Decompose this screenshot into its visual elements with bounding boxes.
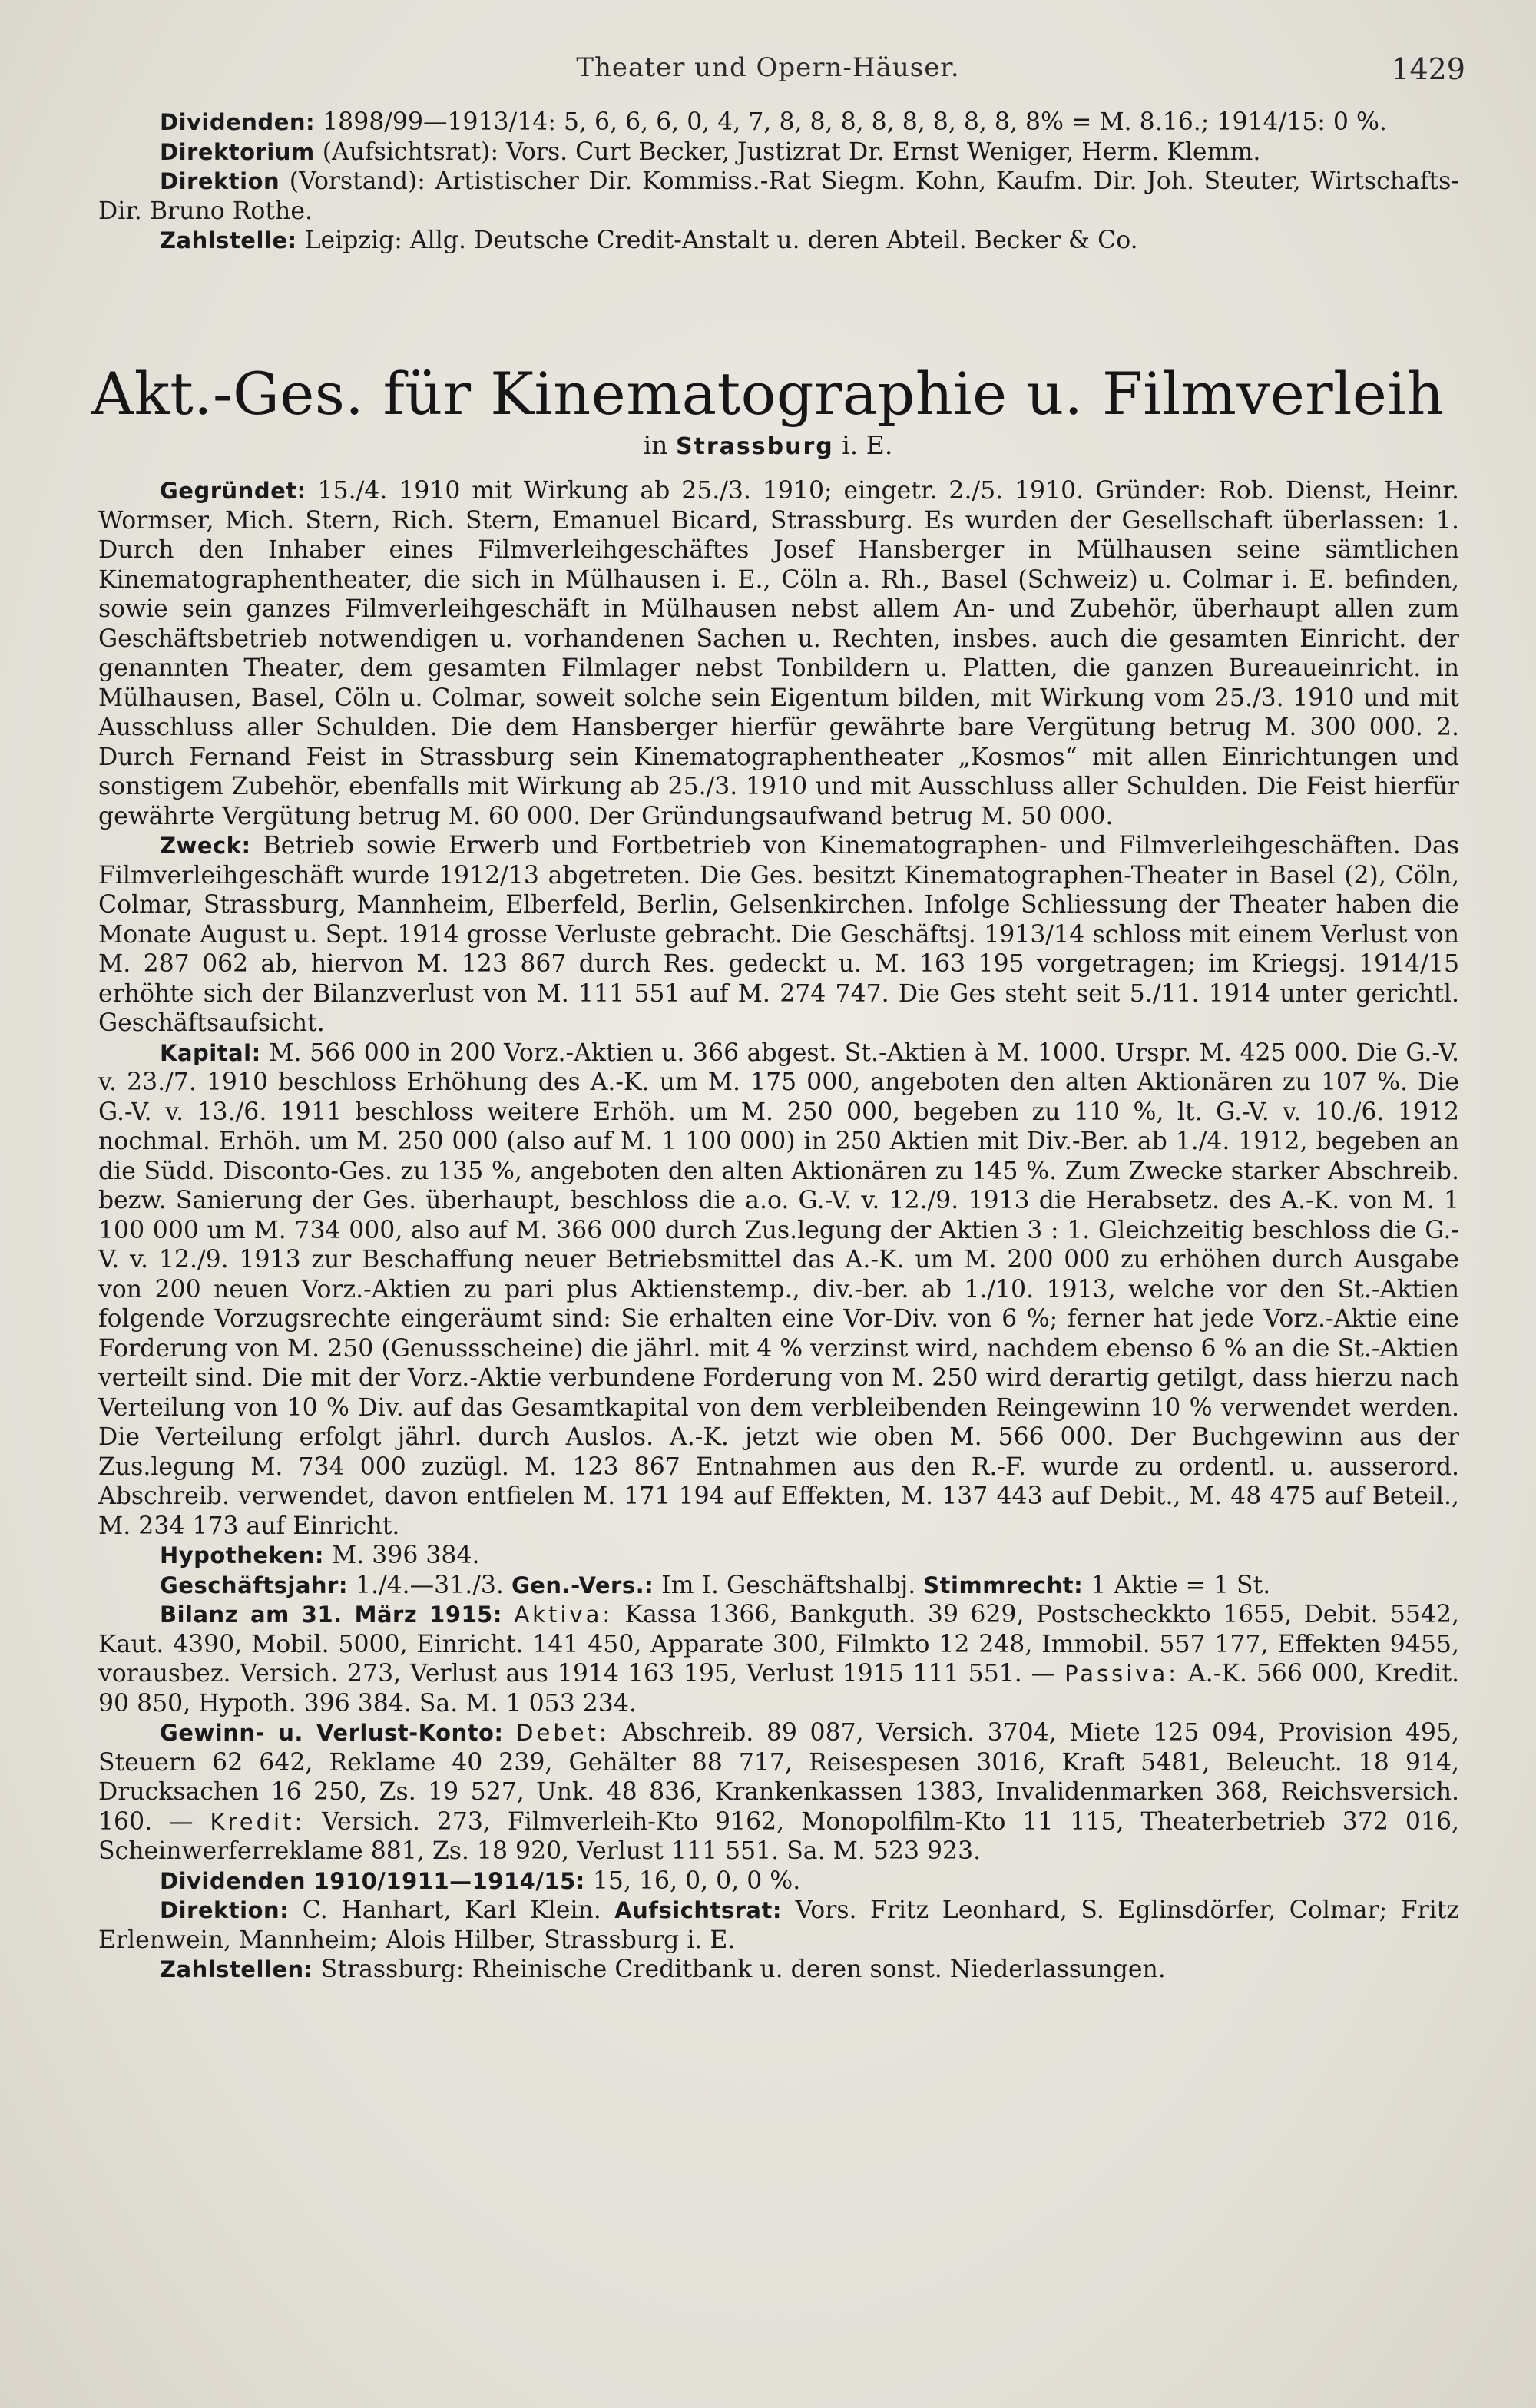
company-location: in Strassburg i. E. bbox=[643, 430, 893, 460]
prev-direktion: Direktion (Vorstand): Artistischer Dir. Kommiss.-Rat Siegm. Kohn, Kaufm. Dir. Joh. Steuter, Wirtschafts-Dir. Bruno Rothe. bbox=[98, 167, 1459, 225]
zweck-paragraph: Zweck: Betrieb sowie Erwerb und Fortbetrieb von Kinematographen- und Filmverleihgeschäften. Das Filmverleihgeschäft wurde 1912/13 abgetreten. Die Ges. besitzt Kinematographen-Theater in Basel (2), Cöln, Colmar, Strassburg, Mannheim, Elberfeld, Berlin, Gelsenkirchen. Infolge Schliessung der Theater haben die Monate August u. Sept. 1914 grosse Verluste gebracht. Die Geschäftsj. 1913/14 schloss mit einem Verlust von M. 287 062 ab, hiervon M. 123 867 durch Res. gedeckt u. M. 163 195 vorgetragen; im Kriegsj. 1914/15 erhöhte sich der Bilanzverlust von M. 111 551 auf M. 274 747. Die Ges steht seit 5./11. 1914 unter gerichtl. Geschäftsaufsicht. bbox=[98, 832, 1460, 1037]
hypotheken-paragraph: Hypotheken: M. 396 384. bbox=[160, 1542, 480, 1569]
prev-zahlstelle: Zahlstelle: Leipzig: Allg. Deutsche Credit-Anstalt u. deren Abteil. Becker & Co. bbox=[160, 227, 1138, 254]
company-entry bbox=[98, 476, 1459, 1985]
dividenden-paragraph: Dividenden 1910/1911—1914/15: 15, 16, 0, 0, 0 %. bbox=[160, 1866, 801, 1895]
company-heading: Akt.-Ges. für Kinematographie u. Filmverleih bbox=[91, 359, 1445, 428]
prev-direktorium: Direktorium (Aufsichtsrat): Vors. Curt Becker, Justizrat Dr. Ernst Weniger, Herm. Klemm. bbox=[160, 137, 1261, 166]
running-title: Theater und Opern-Häuser. bbox=[576, 52, 960, 83]
kapital-paragraph: Kapital: M. 566 000 in 200 Vorz.-Aktien u. 366 abgest. St.-Aktien à M. 1000. Urspr. M. 425 000. Die G.-V. v. 23./7. 1910 beschloss Erhöhung des A.-K. um M. 175 000, angeboten den alten Aktionären zu 107 %. Die G.-V. v. 13./6. 1911 beschloss weitere Erhöh. um M. 250 000, begeben zu 110 %, lt. G.-V. v. 10./6. 1912 nochmal. Erhöh. um M. 250 000 (also auf M. 1 100 000) in 250 Aktien mit Div.-Ber. ab 1./4. 1912, begeben an die Südd. Disconto-Ges. zu 135 %, angeboten den alten Aktionären zu 145 %. Zum Zwecke starker Abschreib. bezw. Sanierung der Ges. überhaupt, beschloss die a.o. G.-V. v. 12./9. 1913 die Herabsetz. des A.-K. von M. 1 100 000 um M. 734 000, also auf M. 366 000 durch Zus.legung der Aktien 3 : 1. Gleichzeitig beschloss die G.-V. v. 12./9. 1913 zur Beschaffung neuer Betriebsmittel das A.-K. um M. 200 000 zu erhöhen durch Ausgabe von 200 neuen Vorz.-Aktien zu pari plus Aktienstemp., div.-ber. ab 1./10. 1913, welche vor den St.-Aktien folgende Vorzugsrechte eingeräumt sind: Sie erhalten eine Vor-Div. von 6 %; ferner hat jede Vorz.-Aktie eine Forderung von M. 250 (Genussscheine) die jährl. mit 4 % verzinst wird, nachdem ebenso 6 % an die St.-Aktien verteilt sind. Die mit der Vorz.-Aktie verbundene Forderung von M. 250 wird derartig getilgt, dass hierzu nach Verteilung von 10 % Div. auf das Gesamtkapital von dem verbleibenden Reingewinn 10 % verwendet werden. Die Verteilung erfolgt jährl. durch Auslos. A.-K. jetzt wie oben M. 566 000. Der Buchgewinn aus der Zus.legung M. 734 000 zuzügl. M. 123 867 Entnahmen aus den R.-F. wurde zu ordentl. u. ausserord. Abschreib. verwendet, davon entfielen M. 171 194 auf Effekten, M. 137 443 auf Debit., M. 48 475 auf Beteil., M. 234 173 auf Einricht. bbox=[98, 1038, 1459, 1540]
previous-entry bbox=[98, 108, 1459, 256]
gegruendet-paragraph: Gegründet: 15./4. 1910 mit Wirkung ab 25./3. 1910; eingetr. 2./5. 1910. Gründer: Rob. Dienst, Heinr. Wormser, Mich. Stern, Rich. Stern, Emanuel Bicard, Strassburg. Es wurden der Gesellschaft überlassen: 1. Durch den Inhaber eines Filmverleihgeschäftes Josef Hansberger in Mülhausen seine sämtlichen Kinematographentheater, die sich in Mülhausen i. E., Cöln a. Rh., Basel (Schweiz) u. Colmar i. E. befinden, sowie sein ganzes Filmverleihgeschäft in Mülhausen nebst allem An- und Zubehör, überhaupt allen zum Geschäftsbetrieb notwendigen u. vorhandenen Sachen u. Rechten, insbes. auch die gesamten Einricht. der genannten Theater, dem gesamten Filmlager nebst Tonbildern u. Platten, die ganzen Bureaueinricht. in Mülhausen, Basel, Cöln u. Colmar, soweit solche sein Eigentum bilden, mit Wirkung vom 25./3. 1910 und mit Ausschluss aller Schulden. Die dem Hansberger hierfür gewährte bare Vergütung betrug M. 300 000. 2. Durch Fernand Feist in Strassburg sein Kinematographentheater „Kosmos“ mit allen Einrichtungen und sonstigem Zubehör, ebenfalls mit Wirkung ab 25./3. 1910 und mit Ausschluss aller Schulden. Die Feist hierfür gewährte Vergütung betrug M. 60 000. Der Gründungsaufwand betrug M. 50 000. bbox=[98, 477, 1459, 830]
prev-dividenden: Dividenden: 1898/99—1913/14: 5, 6, 6, 6, 0, 4, 7, 8, 8, 8, 8, 8, 8, 8, 8, 8% = M. 8.16.; 1914/15: 0 %. bbox=[160, 108, 1387, 136]
direktion-paragraph: Direktion: C. Hanhart, Karl Klein. Aufsichtsrat: Vors. Fritz Leonhard, S. Eglinsdörfer, Colmar; Fritz Erlenwein, Mannheim; Alois Hilber, Strassburg i. E. bbox=[98, 1896, 1459, 1954]
page-number: 1429 bbox=[1391, 52, 1465, 86]
zahlstellen-paragraph: Zahlstellen: Strassburg: Rheinische Creditbank u. deren sonst. Niederlassungen. bbox=[160, 1956, 1166, 1983]
running-head bbox=[0, 52, 1536, 91]
bilanz-paragraph: Bilanz am 31. März 1915: Aktiva: Kassa 1366, Bankguth. 39 629, Postscheckkto 1655, Debit. 5542, Kaut. 4390, Mobil. 5000, Einricht. 141 450, Apparate 300, Filmkto 12 248, Immobil. 557 177, Effekten 9455, vorausbez. Versich. 273, Verlust aus 1914 163 195, Verlust 1915 111 551. — Passiva: A.-K. 566 000, Kredit. 90 850, Hypoth. 396 384. Sa. M. 1 053 234. bbox=[98, 1601, 1460, 1717]
guv-paragraph: Gewinn- u. Verlust-Konto: Debet: Abschreib. 89 087, Versich. 3704, Miete 125 094, Provision 495, Steuern 62 642, Reklame 40 239, Gehälter 88 717, Reisespesen 3016, Kraft 5481, Beleucht. 18 914, Drucksachen 16 250, Zs. 19 527, Unk. 48 836, Krankenkassen 1383, Invalidenmarken 368, Reichsversich. 160. — Kredit: Versich. 273, Filmverleih-Kto 9162, Monopolfilm-Kto 11 115, Theaterbetrieb 372 016, Scheinwerferreklame 881, Zs. 18 920, Verlust 111 551. Sa. M. 523 923. bbox=[98, 1719, 1460, 1865]
geschaeftsjahr-paragraph: Geschäftsjahr: 1./4.—31./3. Gen.-Vers.: Im I. Geschäftshalbj. Stimmrecht: 1 Aktie = 1 St. bbox=[160, 1571, 1271, 1599]
